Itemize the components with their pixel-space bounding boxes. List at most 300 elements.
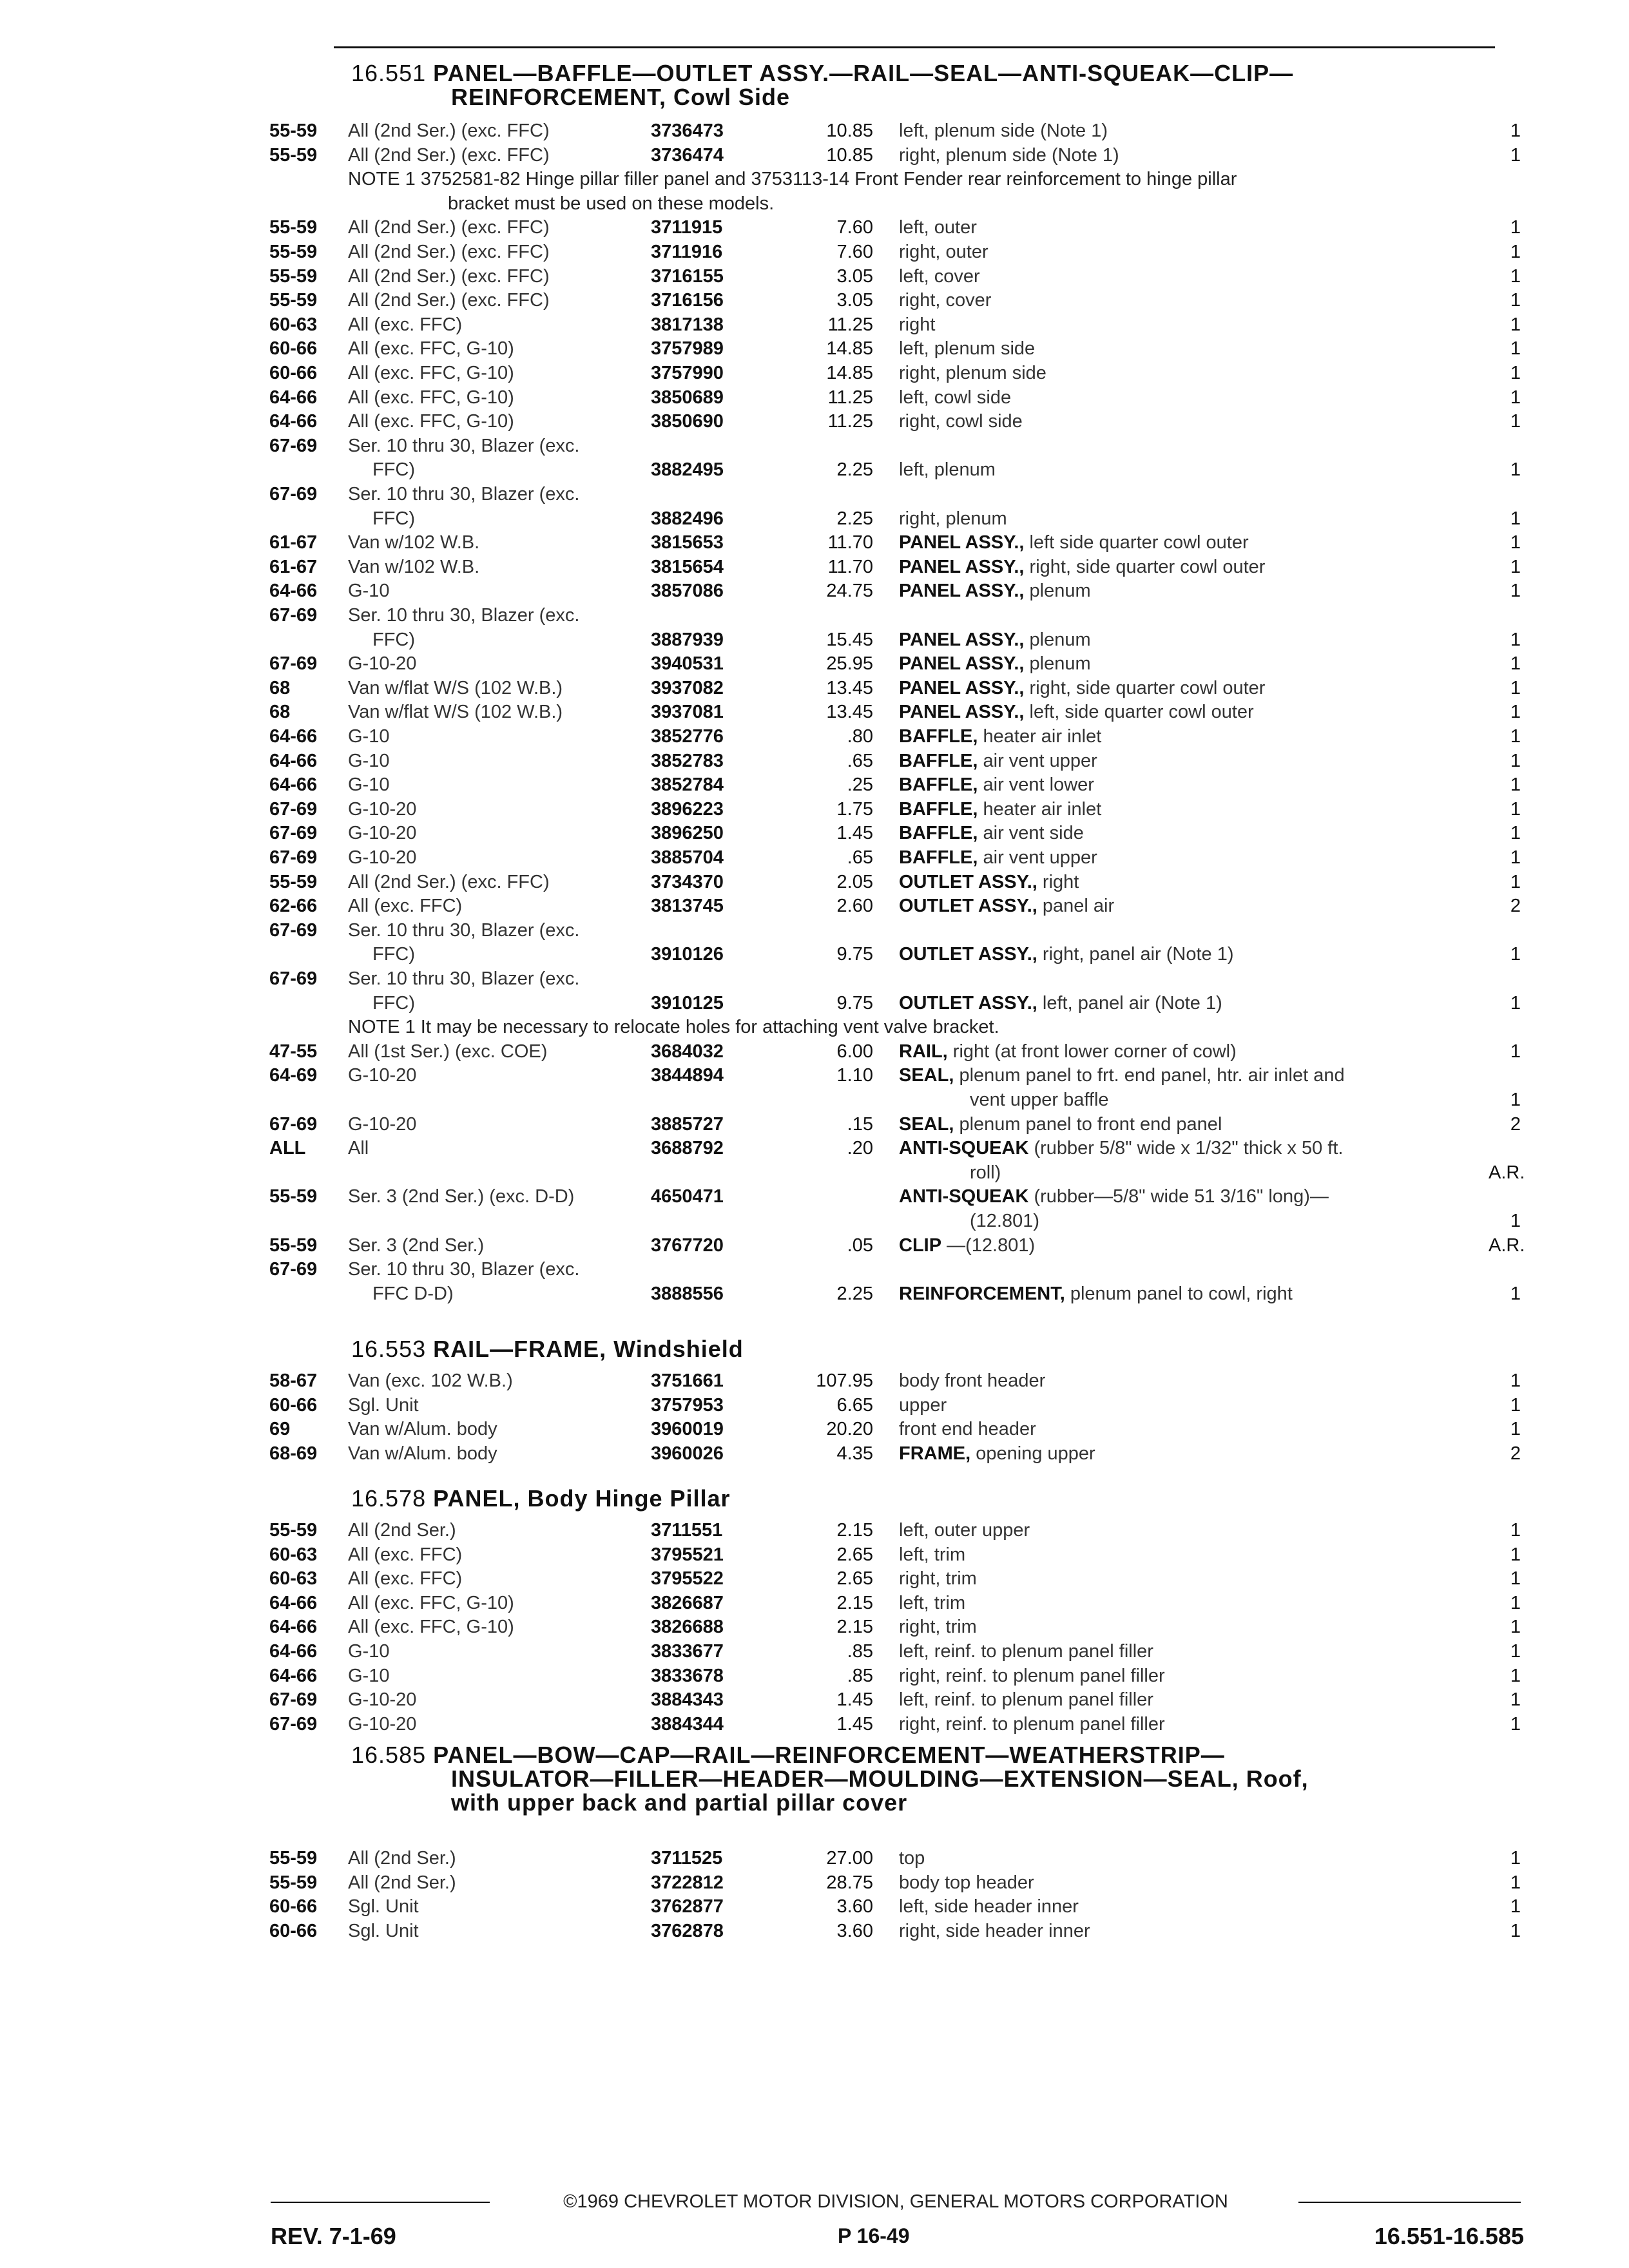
years-cell: 64-66 [269, 750, 318, 771]
price-cell: .65 [847, 750, 873, 771]
part-number-cell: 3940531 [651, 653, 724, 675]
description-text: right [1042, 871, 1079, 892]
price-cell: 2.25 [836, 508, 873, 529]
price-cell: 3.05 [836, 265, 873, 287]
price-cell: .85 [847, 1641, 873, 1662]
description-cell [899, 1688, 1153, 1712]
models-cell: FFC D-D) [372, 1283, 454, 1304]
years-cell: 60-66 [269, 1896, 318, 1917]
description-text: left, plenum side [899, 338, 1036, 360]
description-cell [899, 1591, 965, 1615]
description-cell [899, 1519, 1030, 1542]
description-text: body top header [899, 1872, 1034, 1893]
years-cell: 67-69 [269, 484, 318, 505]
table-row [0, 700, 1629, 724]
part-number-cell: 3937082 [651, 677, 724, 698]
quantity-cell: 1 [1510, 1665, 1521, 1686]
table-row [0, 773, 1629, 797]
description-cell [899, 337, 1035, 361]
part-name: ANTI-SQUEAK [899, 1186, 1029, 1207]
models-cell: All (2nd Ser.) (exc. FFC) [348, 290, 550, 311]
table-row [0, 604, 1629, 628]
description-cell [970, 1161, 1001, 1185]
part-number-cell: 3910126 [651, 944, 724, 965]
price-cell: .05 [847, 1235, 873, 1256]
description-text: right, panel air (Note 1) [1042, 944, 1234, 965]
part-number-cell: 3736473 [651, 120, 724, 141]
part-number-cell: 3884344 [651, 1713, 724, 1735]
part-number-cell: 3795521 [651, 1544, 724, 1565]
part-name: BAFFLE, [899, 823, 978, 844]
table-row [0, 1137, 1629, 1160]
models-cell: All (2nd Ser.) [348, 1848, 456, 1869]
part-name: PANEL ASSY., [899, 653, 1025, 675]
price-cell: 20.20 [826, 1419, 873, 1440]
part-number-cell: 3711551 [651, 1520, 723, 1541]
quantity-cell: 1 [1510, 1211, 1521, 1231]
description-text: left, outer [899, 217, 977, 238]
description-text: air vent upper [983, 750, 1097, 771]
description-cell [899, 798, 1101, 822]
years-cell: 67-69 [269, 653, 318, 675]
price-cell: 9.75 [836, 944, 873, 965]
years-cell: 55-59 [269, 144, 318, 166]
years-cell: 58-67 [269, 1370, 318, 1391]
quantity-cell: 1 [1510, 1617, 1521, 1638]
quantity-cell: 1 [1510, 1641, 1521, 1662]
price-cell: 11.25 [827, 387, 873, 408]
section-title-line: PANEL, Body Hinge Pillar [433, 1485, 731, 1512]
description-text: left, reinf. to plenum panel filler [899, 1641, 1153, 1662]
table-row [0, 434, 1629, 458]
models-cell: G-10-20 [348, 823, 417, 844]
description-text: air vent upper [983, 847, 1097, 868]
years-cell: 67-69 [269, 823, 318, 844]
part-number-cell: 3882496 [651, 508, 724, 529]
description-cell [899, 628, 1091, 652]
price-cell: 3.60 [836, 1896, 873, 1917]
years-cell: 55-59 [269, 1520, 318, 1541]
description-cell [899, 822, 1084, 845]
models-cell: Ser. 10 thru 30, Blazer (exc. [348, 435, 580, 456]
quantity-cell: 2 [1510, 1113, 1521, 1135]
part-number-cell: 3960026 [651, 1443, 724, 1464]
copyright-line [271, 2189, 1521, 2215]
description-cell [899, 1713, 1165, 1736]
description-text: left, side quarter cowl outer [1029, 702, 1254, 723]
description-cell [899, 240, 988, 264]
description-text: vent upper baffle [970, 1090, 1109, 1110]
years-cell: 60-63 [269, 1568, 318, 1590]
table-row [0, 1664, 1629, 1688]
years-cell: 55-59 [269, 265, 318, 287]
models-cell: All (exc. FFC) [348, 314, 463, 335]
models-cell: G-10 [348, 750, 390, 771]
description-cell [899, 652, 1091, 676]
description-cell [899, 1640, 1153, 1664]
section-title-line: PANEL—BOW—CAP—RAIL—REINFORCEMENT—WEATHERSTRIP— [433, 1742, 1225, 1768]
description-cell [899, 677, 1265, 700]
section-number: 16.585 [351, 1742, 427, 1768]
description-cell [899, 1137, 1343, 1160]
years-cell: 67-69 [269, 847, 318, 868]
table-row [0, 531, 1629, 555]
description-text: (rubber 5/8" wide x 1/32" thick x 50 ft. [1034, 1138, 1344, 1159]
quantity-cell: 1 [1510, 677, 1521, 698]
part-number-cell: 3844894 [651, 1065, 724, 1086]
part-number-cell: 3850689 [651, 387, 724, 408]
part-number-cell: 3767720 [651, 1235, 724, 1256]
part-number-cell: 3896223 [651, 798, 724, 820]
note-text: NOTE 1 3752581-82 Hinge pillar filler panel and 3753113-14 Front Fender rear reinforcement to hinge pillar [348, 169, 1237, 190]
price-cell: 13.45 [826, 702, 873, 723]
table-row [0, 1161, 1629, 1185]
quantity-cell: 1 [1510, 387, 1521, 408]
price-cell: 2.60 [836, 896, 873, 917]
description-text: right, reinf. to plenum panel filler [899, 1665, 1165, 1686]
price-cell: 2.65 [836, 1544, 873, 1565]
part-name: RAIL, [899, 1041, 948, 1062]
quantity-cell: 1 [1510, 338, 1521, 360]
quantity-cell: 1 [1510, 459, 1521, 481]
description-cell [899, 749, 1097, 773]
models-cell: G-10 [348, 774, 390, 796]
years-cell: 64-66 [269, 1617, 318, 1638]
table-row [0, 1919, 1629, 1943]
part-name: BAFFLE, [899, 750, 978, 771]
table-row [0, 1895, 1629, 1919]
part-number-cell: 3885704 [651, 847, 724, 868]
models-cell: FFC) [372, 459, 416, 481]
years-cell: 67-69 [269, 1713, 318, 1735]
quantity-cell: 1 [1510, 702, 1521, 723]
price-cell: 10.85 [826, 120, 873, 141]
section-title-line: RAIL—FRAME, Windshield [433, 1336, 744, 1362]
models-cell: Van w/Alum. body [348, 1443, 497, 1464]
part-number-cell: 3960019 [651, 1419, 724, 1440]
part-name: PANEL ASSY., [899, 556, 1025, 577]
models-cell: G-10 [348, 581, 390, 602]
table-row [0, 1567, 1629, 1591]
part-number-cell: 3762878 [651, 1920, 724, 1941]
part-name: CLIP [899, 1235, 942, 1256]
years-cell: 67-69 [269, 968, 318, 989]
price-cell: .25 [847, 774, 873, 796]
years-cell: 68 [269, 702, 291, 723]
years-cell: 47-55 [269, 1041, 318, 1062]
table-row [0, 1591, 1629, 1615]
price-cell: 13.45 [826, 677, 873, 698]
part-number-cell: 3757989 [651, 338, 724, 360]
table-row [0, 579, 1629, 603]
price-cell: 1.45 [836, 1713, 873, 1735]
description-cell [899, 216, 977, 240]
models-cell: All (2nd Ser.) (exc. FFC) [348, 242, 550, 262]
part-name: BAFFLE, [899, 774, 978, 796]
table-row [0, 652, 1629, 676]
quantity-cell: 1 [1510, 1419, 1521, 1440]
table-row [0, 1394, 1629, 1418]
table-row [0, 894, 1629, 918]
price-cell: 1.45 [836, 823, 873, 844]
description-text: left, trim [899, 1592, 966, 1613]
table-row [0, 216, 1629, 240]
part-number-cell: 3817138 [651, 314, 724, 335]
quantity-cell: 1 [1510, 992, 1521, 1014]
description-text: (rubber—5/8" wide 51 3/16" long)— [1034, 1186, 1329, 1207]
models-cell: G-10 [348, 726, 390, 747]
table-row [0, 1282, 1629, 1306]
description-cell [899, 119, 1108, 143]
models-cell: Ser. 10 thru 30, Blazer (exc. [348, 968, 580, 989]
models-cell: FFC) [372, 992, 416, 1014]
part-number-cell: 3833677 [651, 1641, 724, 1662]
section-title [351, 1486, 731, 1510]
price-cell: 2.25 [836, 1283, 873, 1304]
price-cell: 6.00 [836, 1041, 873, 1062]
price-cell: 4.35 [836, 1443, 873, 1464]
description-text: left, cowl side [899, 387, 1012, 408]
models-cell: All (exc. FFC, G-10) [348, 1617, 514, 1638]
description-text: right, plenum [899, 508, 1007, 529]
years-cell: 67-69 [269, 798, 318, 820]
price-cell: .20 [847, 1138, 873, 1159]
description-cell [899, 894, 1114, 918]
part-name: FRAME, [899, 1443, 971, 1464]
description-cell [899, 1871, 1034, 1895]
years-cell: 60-66 [269, 363, 318, 383]
copyright-text: ©1969 CHEVROLET MOTOR DIVISION, GENERAL MOTORS CORPORATION [563, 2191, 1228, 2212]
quantity-cell: 1 [1510, 363, 1521, 383]
description-text: heater air inlet [983, 726, 1102, 747]
description-text: right (at front lower corner of cowl) [952, 1041, 1237, 1062]
description-text: right, side quarter cowl outer [1029, 556, 1266, 577]
years-cell: 67-69 [269, 919, 318, 941]
description-cell [899, 1113, 1222, 1137]
part-number-cell: 3852776 [651, 726, 724, 747]
description-text: right, trim [899, 1617, 977, 1638]
description-cell [899, 144, 1119, 168]
description-text: right [899, 314, 936, 335]
price-cell: 7.60 [836, 242, 873, 262]
quantity-cell: 1 [1510, 1592, 1521, 1613]
years-cell: 62-66 [269, 896, 318, 917]
models-cell: G-10-20 [348, 847, 417, 868]
table-row [0, 144, 1629, 168]
table-row [0, 677, 1629, 700]
price-cell: .15 [847, 1113, 873, 1135]
description-cell [899, 531, 1249, 555]
table-row [0, 1418, 1629, 1441]
years-cell: 68-69 [269, 1443, 318, 1464]
part-name: BAFFLE, [899, 847, 978, 868]
models-cell: All (exc. FFC, G-10) [348, 1592, 514, 1613]
description-text: right, plenum side (Note 1) [899, 144, 1119, 166]
quantity-cell: 1 [1510, 508, 1521, 529]
years-cell: 64-66 [269, 1592, 318, 1613]
description-cell [899, 846, 1097, 870]
part-name: OUTLET ASSY., [899, 896, 1037, 917]
models-cell: Van (exc. 102 W.B.) [348, 1370, 513, 1391]
models-cell: Sgl. Unit [348, 1394, 419, 1416]
description-text: plenum panel to frt. end panel, htr. air inlet and [959, 1065, 1345, 1086]
table-row [0, 725, 1629, 749]
models-cell: All (2nd Ser.) [348, 1520, 456, 1541]
models-cell: G-10-20 [348, 1113, 417, 1135]
models-cell: All (2nd Ser.) (exc. FFC) [348, 144, 550, 166]
years-cell: 61-67 [269, 556, 318, 577]
models-cell: G-10-20 [348, 1689, 417, 1711]
description-cell [899, 943, 1234, 966]
quantity-cell: 1 [1510, 1872, 1521, 1893]
table-row [0, 483, 1629, 506]
models-cell: G-10-20 [348, 1065, 417, 1086]
quantity-cell: 2 [1510, 1443, 1521, 1464]
models-cell: Ser. 10 thru 30, Blazer (exc. [348, 605, 580, 626]
years-cell: 69 [269, 1419, 291, 1440]
table-row [0, 749, 1629, 773]
quantity-cell: 1 [1510, 1568, 1521, 1590]
part-name: SEAL, [899, 1065, 954, 1086]
years-cell: 55-59 [269, 290, 318, 311]
models-cell: Van w/102 W.B. [348, 556, 480, 577]
table-row [0, 1847, 1629, 1870]
description-text: plenum [1029, 581, 1091, 602]
top-rule [334, 46, 1495, 48]
part-number-cell: 3711525 [651, 1848, 723, 1869]
table-row [0, 822, 1629, 845]
description-text: top [899, 1848, 925, 1869]
quantity-cell: 1 [1510, 581, 1521, 602]
years-cell: 55-59 [269, 242, 318, 262]
section-title-line: with upper back and partial pillar cover [451, 1789, 908, 1816]
table-row [0, 870, 1629, 894]
description-text: front end header [899, 1419, 1036, 1440]
quantity-cell: 1 [1510, 242, 1521, 262]
quantity-cell: 1 [1510, 120, 1521, 141]
description-cell [899, 1543, 965, 1567]
models-cell: All (exc. FFC, G-10) [348, 387, 514, 408]
price-cell: 2.25 [836, 459, 873, 481]
note-text: bracket must be used on these models. [448, 193, 775, 214]
description-cell [899, 507, 1007, 531]
part-number-cell: 3888556 [651, 1283, 724, 1304]
price-cell: 3.60 [836, 1920, 873, 1941]
price-cell: 2.15 [836, 1520, 873, 1541]
years-cell: 67-69 [269, 1689, 318, 1711]
years-cell: 60-66 [269, 338, 318, 360]
section-number: 16.578 [351, 1485, 427, 1512]
part-number-cell: 3910125 [651, 992, 724, 1014]
description-text: air vent side [983, 823, 1084, 844]
years-cell: 55-59 [269, 217, 318, 238]
price-cell: 3.05 [836, 290, 873, 311]
description-text: left, panel air (Note 1) [1042, 992, 1222, 1014]
price-cell: 1.45 [836, 1689, 873, 1711]
description-text: right, reinf. to plenum panel filler [899, 1713, 1165, 1735]
description-text: right, outer [899, 242, 988, 262]
years-cell: 64-66 [269, 581, 318, 602]
price-cell: 14.85 [826, 363, 873, 383]
section-title-line: REINFORCEMENT, Cowl Side [451, 84, 791, 110]
description-cell [899, 410, 1023, 434]
quantity-cell: 1 [1510, 1920, 1521, 1941]
description-cell [899, 1615, 977, 1639]
description-cell [899, 1040, 1237, 1064]
quantity-cell: 1 [1510, 944, 1521, 965]
models-cell: All (exc. FFC, G-10) [348, 363, 514, 383]
part-number-cell: 3815654 [651, 556, 724, 577]
years-cell: 67-69 [269, 1259, 318, 1280]
description-cell [899, 773, 1094, 797]
part-name: PANEL ASSY., [899, 702, 1025, 723]
models-cell: Ser. 10 thru 30, Blazer (exc. [348, 919, 580, 941]
description-cell [899, 289, 991, 312]
years-cell: 55-59 [269, 120, 318, 141]
table-row [0, 1185, 1629, 1209]
part-number-cell: 3795522 [651, 1568, 724, 1590]
quantity-cell: 1 [1510, 629, 1521, 650]
description-text: plenum [1029, 653, 1091, 675]
price-cell: 10.85 [826, 144, 873, 166]
description-text: opening upper [976, 1443, 1095, 1464]
description-cell [899, 1282, 1293, 1306]
models-cell: G-10-20 [348, 653, 417, 675]
quantity-cell: 1 [1510, 823, 1521, 844]
description-text: right, trim [899, 1568, 977, 1590]
price-cell: 9.75 [836, 992, 873, 1014]
quantity-cell: 1 [1510, 1689, 1521, 1711]
page-number: P 16-49 [838, 2224, 910, 2247]
quantity-cell: 1 [1510, 532, 1521, 553]
description-text: left, cover [899, 265, 980, 287]
price-cell: 11.25 [827, 314, 873, 335]
quantity-cell: 1 [1510, 1713, 1521, 1735]
table-row [0, 798, 1629, 822]
description-cell [899, 458, 996, 482]
price-cell: 25.95 [826, 653, 873, 675]
models-cell: FFC) [372, 629, 416, 650]
table-row [0, 313, 1629, 337]
part-number-cell: 3850690 [651, 411, 724, 432]
part-number-cell: 3684032 [651, 1041, 724, 1062]
price-cell: 2.15 [836, 1592, 873, 1613]
description-cell [899, 1847, 925, 1870]
description-text: right, plenum side [899, 363, 1046, 383]
description-text: plenum panel to front end panel [959, 1113, 1222, 1135]
description-text: left, trim [899, 1544, 966, 1565]
revision-date: REV. 7-1-69 [271, 2223, 396, 2249]
part-name: BAFFLE, [899, 798, 978, 820]
part-name: PANEL ASSY., [899, 532, 1025, 553]
part-name: REINFORCEMENT, [899, 1283, 1065, 1304]
years-cell: 55-59 [269, 1186, 318, 1207]
table-row [0, 1640, 1629, 1664]
section-number: 16.553 [351, 1336, 427, 1362]
years-cell: 60-63 [269, 1544, 318, 1565]
description-cell [899, 1442, 1095, 1466]
quantity-cell: 1 [1510, 290, 1521, 311]
models-cell: All (1st Ser.) (exc. COE) [348, 1041, 548, 1062]
description-cell [899, 265, 980, 289]
description-cell [970, 1088, 1109, 1112]
part-number-cell: 3826687 [651, 1592, 724, 1613]
description-text: upper [899, 1394, 947, 1416]
quantity-cell: A.R. [1489, 1162, 1525, 1183]
price-cell: 2.15 [836, 1617, 873, 1638]
price-cell: 15.45 [826, 629, 873, 650]
models-cell: All (2nd Ser.) (exc. FFC) [348, 217, 550, 238]
